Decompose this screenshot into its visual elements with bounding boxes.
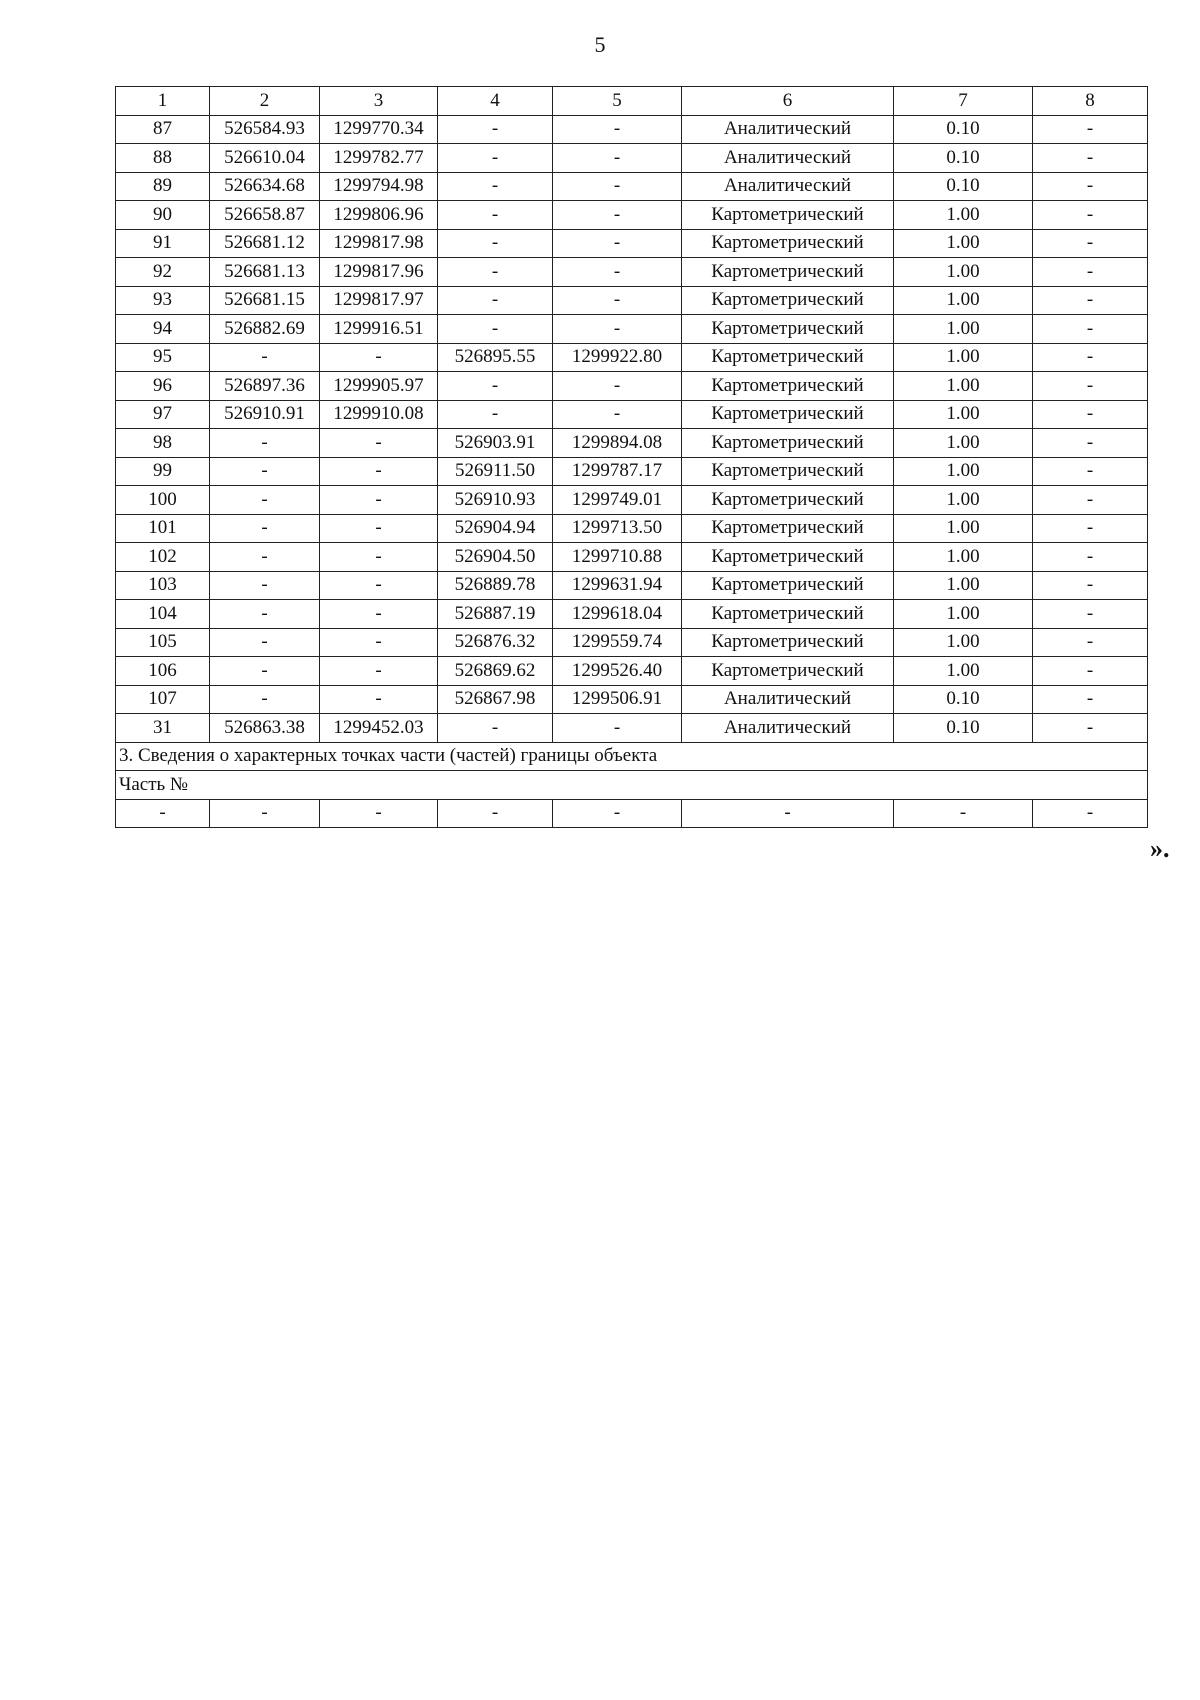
- cell-method: Аналитический: [682, 685, 894, 714]
- cell-y-new: -: [553, 229, 682, 258]
- cell-point-number: 94: [116, 315, 210, 344]
- cell-y-existing: -: [320, 657, 438, 686]
- cell-y-new: -: [553, 172, 682, 201]
- cell-point-number: 104: [116, 600, 210, 629]
- empty-part-row: [116, 799, 1148, 828]
- cell-accuracy: 1.00: [894, 286, 1033, 315]
- cell-y-new: -: [553, 400, 682, 429]
- cell-point-number: 102: [116, 543, 210, 572]
- cell-description: -: [1033, 258, 1148, 287]
- cell-method: Картометрический: [682, 486, 894, 515]
- cell-x-existing: 526610.04: [210, 144, 320, 173]
- cell-method: Картометрический: [682, 628, 894, 657]
- cell-method: Картометрический: [682, 429, 894, 458]
- cell-description: -: [1033, 628, 1148, 657]
- cell-y-new: -: [553, 115, 682, 144]
- cell-y-existing: -: [320, 343, 438, 372]
- cell-accuracy: 1.00: [894, 372, 1033, 401]
- cell-point-number: 91: [116, 229, 210, 258]
- cell-y-new: 5: [553, 87, 682, 116]
- cell-method: Картометрический: [682, 372, 894, 401]
- table-row: [116, 543, 1148, 572]
- cell-method: -: [682, 799, 894, 828]
- cell-y-new: -: [553, 315, 682, 344]
- cell-y-existing: -: [320, 571, 438, 600]
- cell-x-new: 526895.55: [438, 343, 553, 372]
- cell-x-existing: 526681.12: [210, 229, 320, 258]
- table-row: [116, 315, 1148, 344]
- cell-accuracy: 1.00: [894, 201, 1033, 230]
- cell-method: Аналитический: [682, 172, 894, 201]
- cell-x-existing: -: [210, 457, 320, 486]
- cell-x-existing: 526863.38: [210, 714, 320, 743]
- cell-description: -: [1033, 372, 1148, 401]
- table-row: [116, 457, 1148, 486]
- cell-x-existing: -: [210, 685, 320, 714]
- cell-x-existing: -: [210, 543, 320, 572]
- cell-method: 6: [682, 87, 894, 116]
- cell-description: -: [1033, 286, 1148, 315]
- cell-x-new: -: [438, 229, 553, 258]
- cell-x-new: -: [438, 115, 553, 144]
- cell-description: -: [1033, 657, 1148, 686]
- cell-accuracy: 1.00: [894, 514, 1033, 543]
- cell-x-new: -: [438, 286, 553, 315]
- table-row: [116, 628, 1148, 657]
- cell-method: Аналитический: [682, 144, 894, 173]
- cell-y-new: -: [553, 286, 682, 315]
- cell-x-existing: -: [210, 600, 320, 629]
- cell-x-new: 526889.78: [438, 571, 553, 600]
- cell-accuracy: 1.00: [894, 486, 1033, 515]
- cell-method: Картометрический: [682, 400, 894, 429]
- cell-y-new: 1299506.91: [553, 685, 682, 714]
- table-row: [116, 429, 1148, 458]
- cell-x-existing: -: [210, 514, 320, 543]
- cell-accuracy: 1.00: [894, 571, 1033, 600]
- cell-method: Картометрический: [682, 315, 894, 344]
- cell-description: -: [1033, 543, 1148, 572]
- cell-accuracy: 1.00: [894, 657, 1033, 686]
- cell-description: -: [1033, 144, 1148, 173]
- cell-y-existing: -: [320, 514, 438, 543]
- part-label-row-cell: Часть №: [116, 771, 1148, 800]
- cell-x-existing: -: [210, 571, 320, 600]
- cell-x-new: 526911.50: [438, 457, 553, 486]
- cell-y-new: 1299710.88: [553, 543, 682, 572]
- cell-y-new: -: [553, 372, 682, 401]
- cell-x-new: -: [438, 315, 553, 344]
- cell-y-existing: 1299806.96: [320, 201, 438, 230]
- table-row: [116, 400, 1148, 429]
- cell-point-number: 92: [116, 258, 210, 287]
- cell-description: -: [1033, 486, 1148, 515]
- cell-x-new: 526903.91: [438, 429, 553, 458]
- cell-accuracy: 1.00: [894, 600, 1033, 629]
- cell-x-new: -: [438, 258, 553, 287]
- cell-description: -: [1033, 115, 1148, 144]
- cell-point-number: 1: [116, 87, 210, 116]
- cell-method: Картометрический: [682, 657, 894, 686]
- cell-method: Картометрический: [682, 343, 894, 372]
- cell-y-new: -: [553, 201, 682, 230]
- section-title-row: [116, 742, 1148, 771]
- part-label-row: [116, 771, 1148, 800]
- cell-method: Картометрический: [682, 543, 894, 572]
- cell-accuracy: 7: [894, 87, 1033, 116]
- cell-x-existing: -: [210, 343, 320, 372]
- cell-x-new: 526869.62: [438, 657, 553, 686]
- table-row: [116, 657, 1148, 686]
- cell-point-number: 31: [116, 714, 210, 743]
- table-row: [116, 343, 1148, 372]
- cell-y-existing: 1299916.51: [320, 315, 438, 344]
- cell-y-existing: 1299817.96: [320, 258, 438, 287]
- cell-point-number: 93: [116, 286, 210, 315]
- cell-accuracy: 1.00: [894, 457, 1033, 486]
- cell-x-existing: 526658.87: [210, 201, 320, 230]
- cell-y-existing: 1299817.98: [320, 229, 438, 258]
- cell-x-new: 526904.94: [438, 514, 553, 543]
- table-row: [116, 229, 1148, 258]
- cell-method: Картометрический: [682, 258, 894, 287]
- cell-description: -: [1033, 600, 1148, 629]
- cell-x-new: 526904.50: [438, 543, 553, 572]
- cell-x-existing: 526584.93: [210, 115, 320, 144]
- cell-x-existing: -: [210, 628, 320, 657]
- cell-x-new: 526876.32: [438, 628, 553, 657]
- cell-description: -: [1033, 457, 1148, 486]
- cell-y-new: 1299618.04: [553, 600, 682, 629]
- cell-x-existing: 526681.13: [210, 258, 320, 287]
- cell-x-existing: 526634.68: [210, 172, 320, 201]
- cell-accuracy: 1.00: [894, 543, 1033, 572]
- table-row: [116, 600, 1148, 629]
- cell-y-existing: 1299910.08: [320, 400, 438, 429]
- cell-y-existing: 1299905.97: [320, 372, 438, 401]
- cell-description: -: [1033, 571, 1148, 600]
- cell-x-new: -: [438, 400, 553, 429]
- cell-y-existing: 1299770.34: [320, 115, 438, 144]
- cell-point-number: 88: [116, 144, 210, 173]
- cell-y-new: -: [553, 799, 682, 828]
- cell-accuracy: 0.10: [894, 115, 1033, 144]
- cell-point-number: 89: [116, 172, 210, 201]
- cell-x-existing: 526897.36: [210, 372, 320, 401]
- cell-point-number: 96: [116, 372, 210, 401]
- cell-method: Картометрический: [682, 201, 894, 230]
- cell-method: Аналитический: [682, 115, 894, 144]
- cell-accuracy: 1.00: [894, 315, 1033, 344]
- cell-point-number: -: [116, 799, 210, 828]
- cell-accuracy: 1.00: [894, 429, 1033, 458]
- cell-x-new: -: [438, 714, 553, 743]
- cell-description: -: [1033, 714, 1148, 743]
- cell-accuracy: 0.10: [894, 144, 1033, 173]
- cell-x-existing: 526681.15: [210, 286, 320, 315]
- cell-description: -: [1033, 201, 1148, 230]
- cell-accuracy: 1.00: [894, 343, 1033, 372]
- table-row: [116, 372, 1148, 401]
- cell-x-new: -: [438, 172, 553, 201]
- cell-y-new: -: [553, 258, 682, 287]
- cell-y-existing: -: [320, 429, 438, 458]
- cell-accuracy: 1.00: [894, 258, 1033, 287]
- cell-point-number: 87: [116, 115, 210, 144]
- table-row: [116, 201, 1148, 230]
- cell-point-number: 90: [116, 201, 210, 230]
- cell-y-existing: 1299452.03: [320, 714, 438, 743]
- cell-description: -: [1033, 514, 1148, 543]
- cell-y-new: -: [553, 714, 682, 743]
- table-row: [116, 514, 1148, 543]
- cell-description: -: [1033, 315, 1148, 344]
- cell-x-new: 526867.98: [438, 685, 553, 714]
- cell-x-existing: -: [210, 657, 320, 686]
- cell-method: Аналитический: [682, 714, 894, 743]
- table-row: [116, 172, 1148, 201]
- table-row: [116, 714, 1148, 743]
- cell-point-number: 106: [116, 657, 210, 686]
- cell-description: -: [1033, 400, 1148, 429]
- cell-y-new: 1299749.01: [553, 486, 682, 515]
- cell-description: -: [1033, 685, 1148, 714]
- cell-x-existing: -: [210, 486, 320, 515]
- cell-x-new: -: [438, 201, 553, 230]
- cell-accuracy: 1.00: [894, 400, 1033, 429]
- cell-point-number: 97: [116, 400, 210, 429]
- cell-accuracy: 1.00: [894, 628, 1033, 657]
- cell-y-new: 1299922.80: [553, 343, 682, 372]
- cell-accuracy: -: [894, 799, 1033, 828]
- cell-x-new: 526887.19: [438, 600, 553, 629]
- cell-y-existing: 1299782.77: [320, 144, 438, 173]
- table-header-row: [116, 87, 1148, 116]
- cell-method: Картометрический: [682, 457, 894, 486]
- cell-accuracy: 0.10: [894, 172, 1033, 201]
- cell-y-new: 1299559.74: [553, 628, 682, 657]
- cell-description: -: [1033, 799, 1148, 828]
- cell-y-existing: -: [320, 543, 438, 572]
- cell-x-existing: -: [210, 429, 320, 458]
- cell-y-existing: -: [320, 685, 438, 714]
- cell-method: Картометрический: [682, 571, 894, 600]
- cell-method: Картометрический: [682, 600, 894, 629]
- cell-point-number: 101: [116, 514, 210, 543]
- cell-method: Картометрический: [682, 286, 894, 315]
- coordinates-table: [115, 86, 1148, 828]
- cell-y-existing: 1299794.98: [320, 172, 438, 201]
- cell-x-new: 526910.93: [438, 486, 553, 515]
- closing-quote: ».: [1150, 834, 1170, 863]
- cell-accuracy: 0.10: [894, 714, 1033, 743]
- cell-method: Картометрический: [682, 514, 894, 543]
- table-row: [116, 144, 1148, 173]
- cell-description: -: [1033, 172, 1148, 201]
- table-row: [116, 258, 1148, 287]
- table-row: [116, 571, 1148, 600]
- cell-point-number: 98: [116, 429, 210, 458]
- cell-x-new: -: [438, 372, 553, 401]
- cell-x-new: -: [438, 799, 553, 828]
- cell-accuracy: 0.10: [894, 685, 1033, 714]
- cell-x-existing: 526882.69: [210, 315, 320, 344]
- cell-y-existing: -: [320, 799, 438, 828]
- cell-x-existing: -: [210, 799, 320, 828]
- cell-description: -: [1033, 343, 1148, 372]
- cell-y-existing: -: [320, 457, 438, 486]
- cell-point-number: 100: [116, 486, 210, 515]
- table-row: [116, 115, 1148, 144]
- table-row: [116, 286, 1148, 315]
- page-number: 5: [594, 32, 606, 57]
- cell-description: -: [1033, 429, 1148, 458]
- cell-description: 8: [1033, 87, 1148, 116]
- cell-y-new: 1299713.50: [553, 514, 682, 543]
- cell-y-new: 1299787.17: [553, 457, 682, 486]
- cell-point-number: 107: [116, 685, 210, 714]
- cell-y-new: -: [553, 144, 682, 173]
- cell-x-existing: 526910.91: [210, 400, 320, 429]
- cell-x-new: -: [438, 144, 553, 173]
- table-row: [116, 486, 1148, 515]
- cell-y-existing: -: [320, 486, 438, 515]
- cell-y-existing: -: [320, 600, 438, 629]
- table-row: [116, 685, 1148, 714]
- cell-point-number: 105: [116, 628, 210, 657]
- cell-y-existing: 1299817.97: [320, 286, 438, 315]
- section-title-row-cell: 3. Сведения о характерных точках части (частей) границы объекта: [116, 742, 1148, 771]
- cell-y-existing: -: [320, 628, 438, 657]
- cell-point-number: 99: [116, 457, 210, 486]
- cell-method: Картометрический: [682, 229, 894, 258]
- cell-accuracy: 1.00: [894, 229, 1033, 258]
- cell-description: -: [1033, 229, 1148, 258]
- cell-point-number: 95: [116, 343, 210, 372]
- cell-x-existing: 2: [210, 87, 320, 116]
- cell-x-new: 4: [438, 87, 553, 116]
- cell-y-existing: 3: [320, 87, 438, 116]
- cell-y-new: 1299526.40: [553, 657, 682, 686]
- cell-y-new: 1299894.08: [553, 429, 682, 458]
- cell-y-new: 1299631.94: [553, 571, 682, 600]
- cell-point-number: 103: [116, 571, 210, 600]
